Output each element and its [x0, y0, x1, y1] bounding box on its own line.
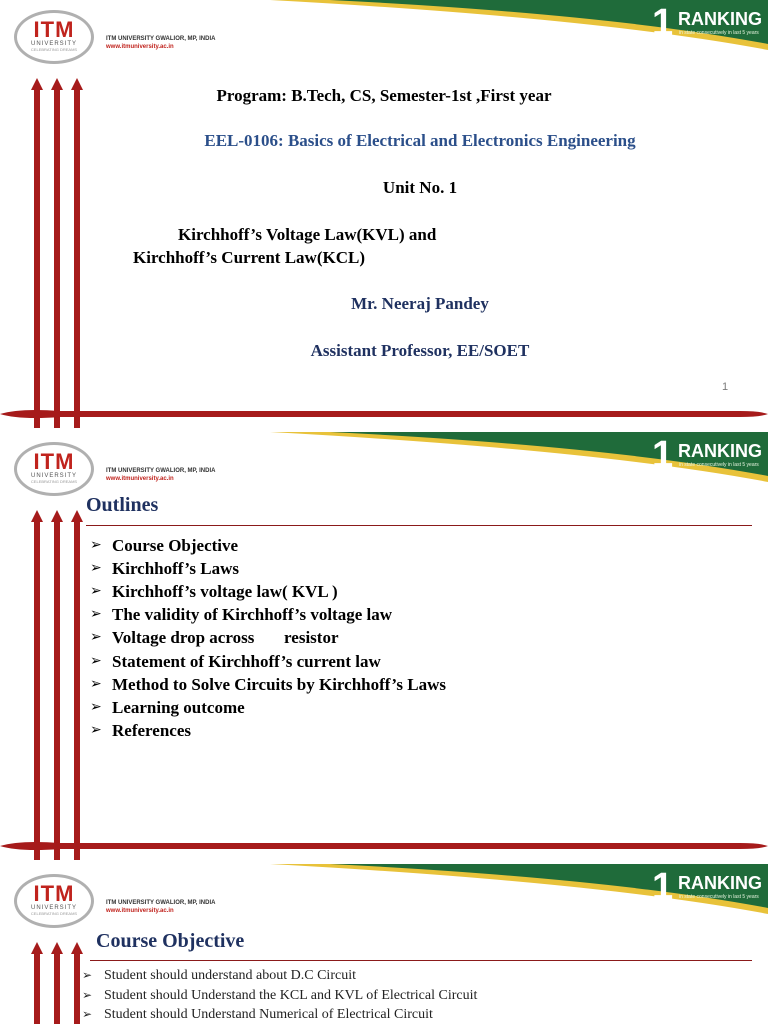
list-item-text: Student should Understand Numerical of Electrical Circuit [104, 1007, 433, 1023]
arrow-bullet-icon: ➢ [90, 537, 102, 554]
logo-sub: UNIVERSITY [30, 905, 77, 911]
list-item-text: Student should understand about D.C Circuit [104, 968, 356, 984]
list-item [82, 1005, 477, 1024]
university-name: ITM UNIVERSITY GWALIOR, MP, INDIA [106, 900, 216, 906]
logo-sub: UNIVERSITY [30, 41, 77, 47]
itm-logo [14, 442, 94, 496]
list-item [82, 986, 477, 1006]
logo-sub: UNIVERSITY [30, 473, 77, 479]
heading-rule [90, 960, 752, 961]
ranking-word: RANKING [678, 441, 762, 461]
arrow-bullet-icon: ➢ [90, 721, 102, 738]
ranking-word: RANKING [678, 9, 762, 29]
page-number: 1 [722, 381, 729, 393]
arrow-bullet-icon: ➢ [82, 1007, 93, 1022]
list-item-text: Method to Solve Circuits by Kirchhoff’s Laws [112, 674, 447, 694]
logo-text: ITM [33, 881, 75, 906]
itm-logo [14, 874, 94, 928]
list-item [90, 534, 446, 557]
arrow-bullet-icon: ➢ [90, 698, 102, 715]
logo-motto: CELEBRATING DREAMS [30, 479, 78, 484]
topic-line-2: Kirchhoff’s Current Law(KCL) [133, 248, 365, 267]
ranking-word: RANKING [678, 873, 762, 893]
decorative-pillars [28, 510, 98, 864]
logo-motto: CELEBRATING DREAMS [30, 911, 78, 916]
course-title: EEL-0106: Basics of Electrical and Electronics Engineering [204, 131, 636, 150]
slide-heading: Course Objective [96, 930, 245, 952]
unit-number: Unit No. 1 [382, 178, 458, 197]
list-item [90, 626, 446, 649]
outline-list [90, 534, 446, 742]
ranking-subtext: in state consecutively in last 5 years [679, 462, 759, 468]
slide-2 [0, 432, 768, 864]
list-item-text: Voltage drop across resistor [112, 628, 339, 648]
arrow-bullet-icon: ➢ [90, 675, 102, 692]
list-item-text: The validity of Kirchhoff’s voltage law [112, 605, 393, 625]
list-item [90, 673, 446, 696]
list-item [90, 719, 446, 742]
arrow-bullet-icon: ➢ [90, 560, 102, 577]
objective-list [82, 966, 477, 1024]
list-item-text: Statement of Kirchhoff’s current law [112, 651, 381, 671]
list-item-text: Kirchhoff’s Laws [112, 559, 240, 579]
bottom-bar [0, 406, 768, 420]
ranking-number: 1 [652, 2, 674, 44]
list-item [82, 966, 477, 986]
logo-text: ITM [33, 17, 75, 42]
list-item [90, 696, 446, 719]
university-website: www.itmuniversity.ac.in [106, 44, 174, 50]
arrow-bullet-icon: ➢ [82, 968, 93, 983]
logo-text: ITM [33, 449, 75, 474]
list-item-text: Learning outcome [112, 697, 245, 717]
arrow-bullet-icon: ➢ [90, 606, 102, 623]
list-item-text: Student should Understand the KCL and KVL of Electrical Circuit [104, 987, 478, 1003]
bottom-bar [0, 838, 768, 852]
itm-logo [14, 10, 94, 64]
arrow-bullet-icon: ➢ [90, 629, 102, 646]
list-item [90, 603, 446, 626]
list-item [90, 580, 446, 603]
topic-line-1: Kirchhoff’s Voltage Law(KVL) and [178, 225, 437, 244]
list-item [90, 649, 446, 672]
list-item [90, 557, 446, 580]
ranking-subtext: in state consecutively in last 5 years [679, 30, 759, 36]
list-item-text: Kirchhoff’s voltage law( KVL ) [112, 582, 338, 602]
arrow-bullet-icon: ➢ [82, 987, 93, 1002]
arrow-bullet-icon: ➢ [90, 652, 102, 669]
instructor-designation: Assistant Professor, EE/SOET [310, 341, 530, 360]
list-item-text: Course Objective [112, 536, 239, 556]
heading-rule [86, 525, 752, 526]
slide-heading: Outlines [86, 494, 159, 516]
slide-3 [0, 864, 768, 1024]
instructor-name: Mr. Neeraj Pandey [351, 294, 489, 313]
logo-motto: CELEBRATING DREAMS [30, 47, 78, 52]
list-item-text: References [112, 720, 191, 740]
university-website: www.itmuniversity.ac.in [106, 476, 174, 482]
arrow-bullet-icon: ➢ [90, 583, 102, 600]
ranking-number: 1 [652, 866, 674, 908]
slide-1 [0, 0, 768, 432]
university-website: www.itmuniversity.ac.in [106, 908, 174, 914]
university-name: ITM UNIVERSITY GWALIOR, MP, INDIA [106, 468, 216, 474]
program-line: Program: B.Tech, CS, Semester-1st ,First year [216, 86, 552, 105]
ranking-number: 1 [652, 434, 674, 476]
university-name: ITM UNIVERSITY GWALIOR, MP, INDIA [106, 36, 216, 42]
ranking-subtext: in state consecutively in last 5 years [679, 894, 759, 900]
